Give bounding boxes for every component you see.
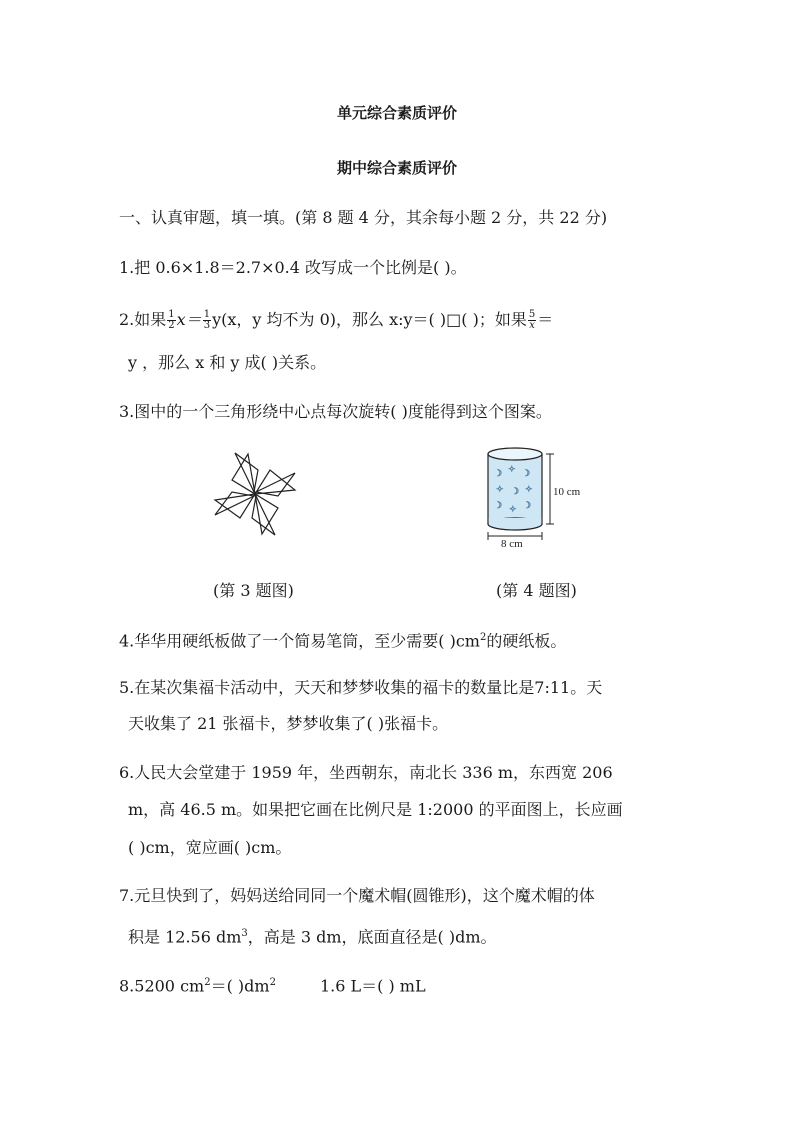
question-3: 3.图中的一个三角形绕中心点每次旋转( )度能得到这个图案。	[119, 402, 552, 421]
question-1: 1.把 0.6×1.8＝2.7×0.4 改写成一个比例是( )。	[119, 258, 467, 277]
question-5-line-2: 天收集了 21 张福卡，梦梦收集了( )张福卡。	[128, 714, 449, 733]
width-label: 8 cm	[501, 538, 523, 550]
question-7-line-2	[128, 923, 497, 948]
q7-text-b: ，高是 3 dm，底面直径是( )dm。	[247, 927, 497, 947]
svg-text:✧: ✧	[509, 505, 517, 515]
question-4	[119, 627, 566, 652]
figure-4-caption: (第 4 题图)	[496, 581, 577, 600]
q2-text-d: ( )；如果	[461, 310, 527, 329]
fraction-five-over-x: $\frac{5}{x}$	[528, 309, 536, 331]
svg-text:✧: ✧	[525, 485, 533, 495]
height-label: 10 cm	[553, 486, 581, 498]
page-title: 单元综合素质评价	[336, 104, 457, 122]
question-6-line-2: m，高 46.5 m。如果把它画在比例尺是 1:2000 的平面图上，长应画	[128, 800, 623, 819]
q2-text-b: x＝	[176, 310, 202, 329]
q8-text-b: ＝( )dm	[210, 976, 270, 996]
page-subtitle: 期中综合素质评价	[336, 159, 457, 177]
question-7-line-1: 7.元旦快到了，妈妈送给同同一个魔术帽(圆锥形)，这个魔术帽的体	[119, 886, 595, 905]
q2-text-c: y(x，y 均不为 0)，那么 x:y＝( )	[212, 310, 447, 329]
question-6-line-1: 6.人民大会堂建于 1959 年，坐西朝东，南北长 336 m，东西宽 206	[119, 763, 613, 782]
fraction-third: $\frac{1}{3}$	[203, 309, 211, 331]
q7-text-a: 积是 12.56 dm	[128, 927, 242, 947]
question-8	[119, 972, 426, 997]
q8-text-a: 8.5200 cm	[119, 976, 205, 996]
question-5-line-1: 5.在某次集福卡活动中，天天和梦梦收集的福卡的数量比是7:11。天	[119, 678, 603, 697]
q7-superscript: 3	[241, 928, 248, 939]
q4-text-a: 4.华华用硬纸板做了一个简易笔筒，至少需要( )cm	[119, 631, 480, 651]
question-2-line-1	[119, 309, 553, 331]
q4-superscript: 2	[479, 632, 487, 643]
section-heading: 一、认真审题，填一填。(第 8 题 4 分，其余每小题 2 分，共 22 分)	[119, 208, 608, 227]
q8-superscript-1: 2	[204, 977, 211, 988]
q8-superscript-2: 2	[269, 977, 276, 988]
svg-text:☽: ☽	[511, 487, 520, 497]
pinwheel-figure	[200, 440, 310, 550]
svg-text:☽: ☽	[522, 469, 531, 479]
svg-text:☽: ☽	[494, 469, 503, 479]
svg-text:☽: ☽	[494, 501, 503, 511]
cylinder-pen-holder-figure	[478, 446, 588, 550]
q2-text-e: ＝	[537, 310, 554, 329]
question-6-line-3: ( )cm，宽应画( )cm。	[128, 838, 292, 857]
q2-text-a: 2.如果	[119, 310, 167, 329]
q4-text-b: 的硬纸板。	[486, 631, 567, 651]
svg-text:✧: ✧	[508, 465, 516, 475]
fraction-half: $\frac{1}{2}$	[168, 309, 175, 331]
svg-text:☽: ☽	[523, 501, 532, 511]
figure-3-caption: (第 3 题图)	[213, 581, 294, 600]
svg-text:✧: ✧	[496, 485, 504, 495]
q8-text-c: 1.6 L＝( ) mL	[319, 976, 426, 996]
question-2-line-2: y ，那么 x 和 y 成( )关系。	[128, 353, 327, 372]
q2-box: □	[446, 310, 462, 329]
